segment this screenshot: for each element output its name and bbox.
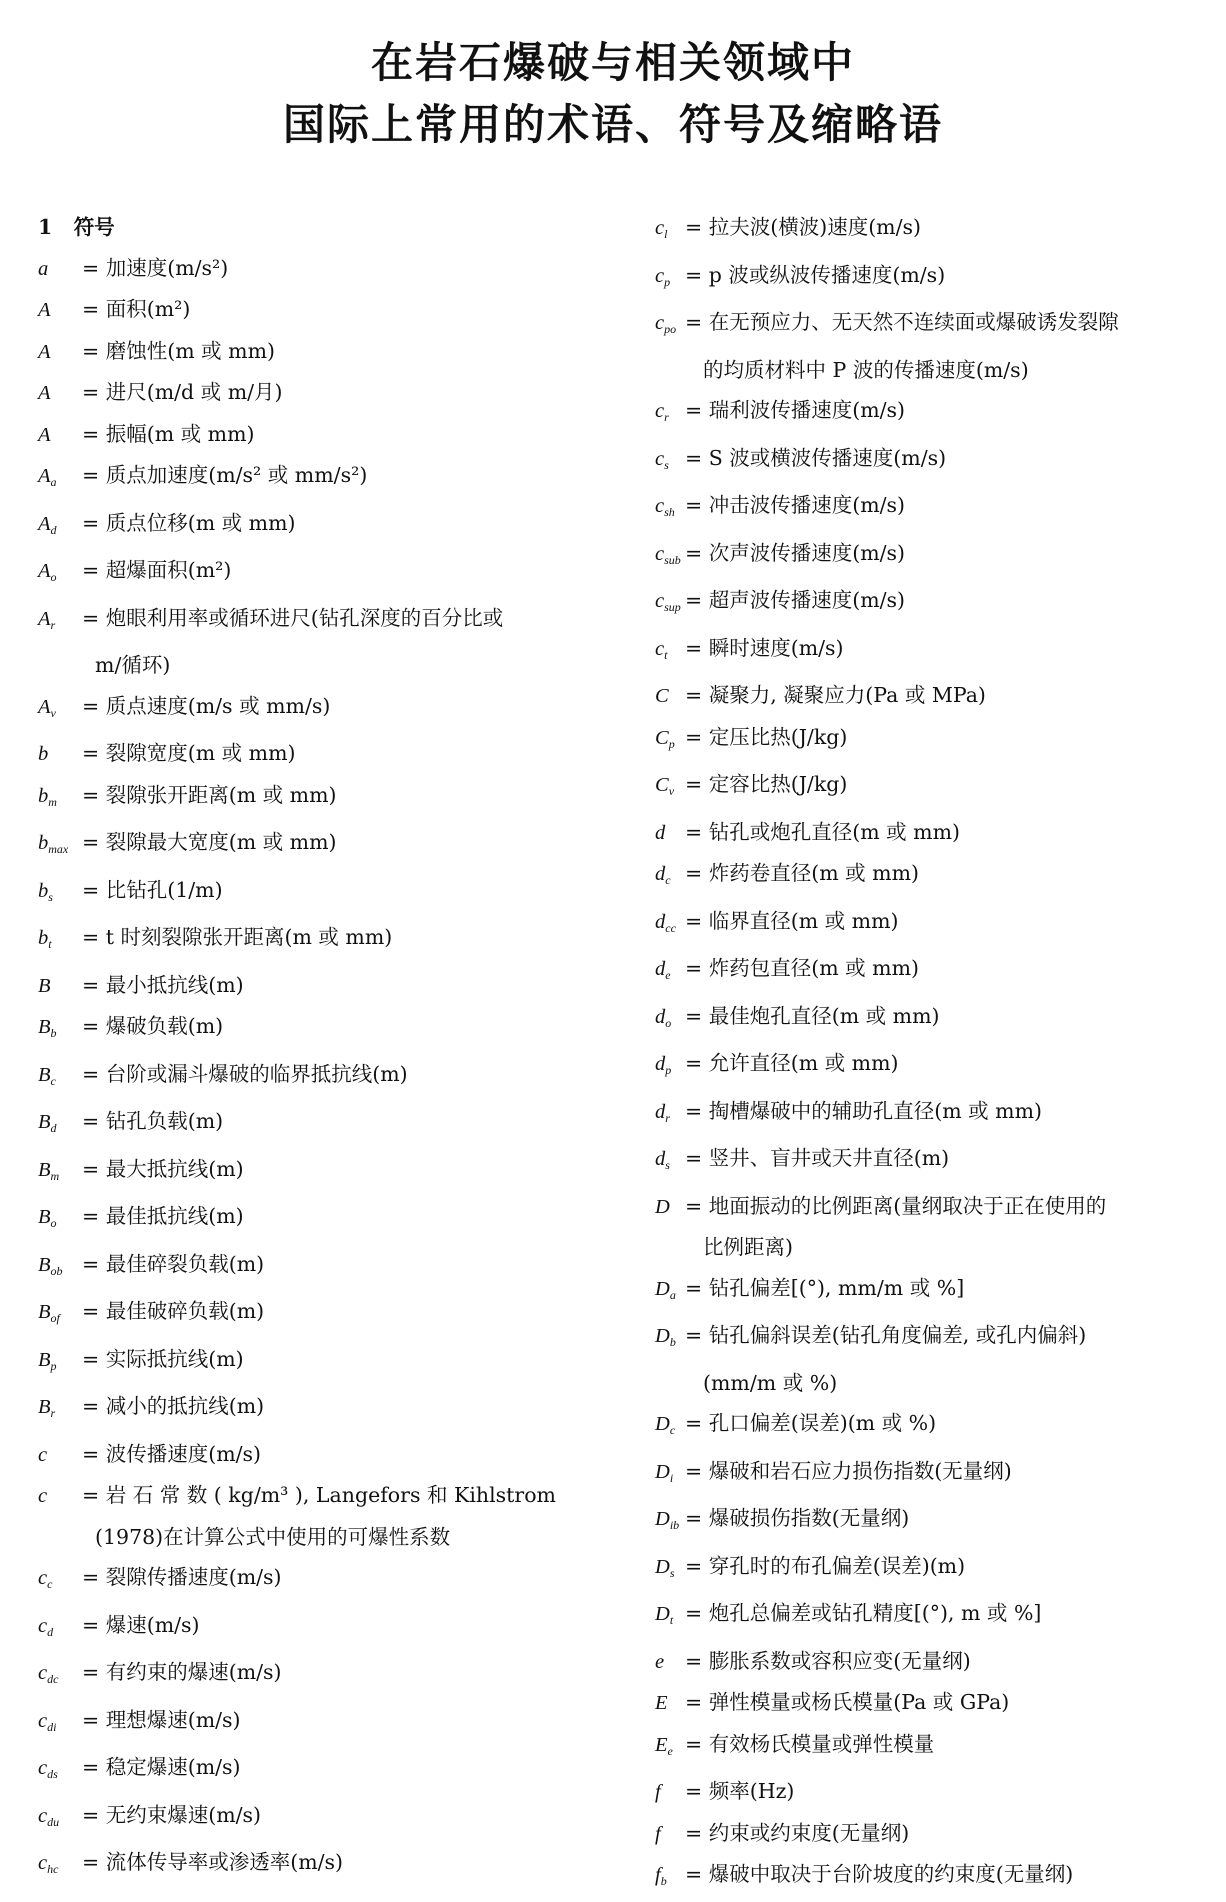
symbol: $B_c$ (38, 1063, 56, 1088)
symbol: $B_m$ (38, 1158, 60, 1183)
symbol: $B_b$ (38, 1016, 57, 1040)
symbol-entry (655, 1268, 1215, 1316)
symbol-definition: = 超声波传播速度(m/s) (685, 588, 906, 612)
symbol-subscript: dc (47, 1672, 59, 1686)
symbol-entry (38, 1101, 598, 1149)
symbol-subscript: p (50, 1358, 57, 1373)
symbol: $B_d$ (38, 1111, 57, 1135)
symbol-entry (655, 1724, 1215, 1772)
symbol-definition: = 炮孔总偏差或钻孔精度[(°), m 或 %] (685, 1601, 1042, 1625)
symbol-subscript: m (50, 1168, 60, 1183)
symbol-definition: = 拉夫波(横波)速度(m/s) (685, 215, 922, 239)
symbol: $c_{dc}$ (38, 1662, 59, 1686)
symbol-entry (655, 1546, 1215, 1594)
symbol: $c_l$ (655, 217, 668, 241)
symbol-entry (655, 1854, 1215, 1902)
symbol-definition: = 冲击波传播速度(m/s) (685, 493, 906, 517)
symbol-subscript: cc (665, 920, 676, 935)
symbol-subscript: o (665, 1015, 672, 1030)
symbol: $B_p$ (38, 1348, 57, 1373)
symbol: $c_p$ (655, 264, 671, 289)
symbol: $D_a$ (655, 1277, 676, 1302)
symbol: $c_{po}$ (655, 312, 677, 336)
symbol-definition: = 裂隙宽度(m 或 mm) (82, 741, 296, 765)
symbol: $A_v$ (38, 695, 56, 720)
symbol-subscript: sub (664, 552, 681, 567)
symbol-entry (38, 1747, 598, 1795)
symbol-definition: = 地面振动的比例距离(量纲取决于正在使用的 (685, 1193, 1107, 1218)
symbol-definition: = 弹性模量或杨氏模量(Pa 或 GPa) (685, 1690, 1010, 1714)
symbol-definition: = 比钻孔(1/m) (82, 877, 223, 902)
symbol-definition: = 爆破损伤指数(无量纲) (685, 1506, 910, 1530)
symbol: $c_d$ (38, 1614, 54, 1639)
symbol-entry (38, 965, 598, 1007)
symbol: $d_e$ (655, 958, 671, 982)
symbol-definition: = 实际抵抗线(m) (82, 1346, 244, 1371)
symbol: $D_{ib}$ (655, 1508, 680, 1532)
symbol-definition: = 有效杨氏模量或弹性模量 (685, 1731, 935, 1756)
symbol: D (655, 1195, 670, 1218)
symbol-entry (655, 1138, 1215, 1186)
symbol-subscript: p (665, 1063, 672, 1077)
symbol: $c_{sub}$ (655, 542, 681, 567)
symbol-definition: = 爆速(m/s) (82, 1612, 200, 1637)
symbol-entry (38, 414, 598, 456)
symbol: e (655, 1650, 665, 1673)
symbol-definition: = 钻孔偏斜误差(钻孔角度偏差, 或孔内偏斜) (685, 1323, 1087, 1347)
symbol: d (655, 821, 666, 844)
symbol-definition: = 磨蚀性(m 或 mm) (82, 338, 276, 363)
symbol-subscript: ob (50, 1263, 63, 1278)
symbol-entry (38, 1244, 598, 1292)
symbol-subscript: p (664, 274, 671, 289)
symbol-definition: = 稳定爆速(m/s) (82, 1755, 241, 1779)
symbol-definition: = 炸药包直径(m 或 mm) (685, 956, 920, 980)
symbol-entry (655, 390, 1215, 438)
symbol: $b_m$ (38, 784, 57, 809)
symbol-entry (38, 455, 598, 503)
symbol-definition: = 理想爆速(m/s) (82, 1707, 241, 1732)
symbol-entry (655, 207, 1215, 255)
symbol: B (38, 974, 51, 997)
symbol-definition: = 瑞利波传播速度(m/s) (685, 398, 906, 422)
symbol-entry (655, 812, 1215, 854)
symbol-entry (38, 1557, 598, 1605)
symbol-definition: = 炮眼利用率或循环进尺(钻孔深度的百分比或 (82, 605, 504, 630)
symbol-definition: = 临界直径(m 或 mm) (685, 908, 899, 933)
symbol-subscript: di (47, 1719, 57, 1734)
symbol-definition: = 最佳抵抗线(m) (82, 1204, 244, 1228)
symbol-subscript: ds (47, 1767, 58, 1781)
symbol-subscript: v (50, 705, 56, 720)
symbol-definition: = S 波或横波传播速度(m/s) (685, 445, 947, 470)
symbol-subscript: b (50, 1026, 57, 1040)
symbol-entry (655, 1813, 1215, 1855)
symbol: $D_s$ (655, 1555, 675, 1580)
symbol-entry (655, 1043, 1215, 1091)
symbol: $D_c$ (655, 1413, 676, 1437)
symbol-subscript: t (48, 937, 52, 951)
symbol-entry (38, 598, 598, 686)
symbol-entry (655, 1682, 1215, 1724)
symbol: A (38, 382, 51, 404)
symbol-definition: = 振幅(m 或 mm) (82, 421, 255, 446)
symbol-entry (655, 996, 1215, 1044)
symbol-subscript: o (50, 1216, 57, 1230)
symbol-subscript: of (50, 1311, 60, 1325)
symbol-entry (655, 580, 1215, 628)
symbol-definition: = 炸药卷直径(m 或 mm) (685, 861, 920, 885)
symbol-definition: = 爆破中取决于台阶坡度的约束度(无量纲) (685, 1862, 1074, 1886)
symbol-definition: = 次声波传播速度(m/s) (685, 540, 906, 565)
symbol-subscript: s (665, 1158, 670, 1172)
symbol: $d_c$ (655, 863, 671, 887)
symbol-entry (38, 775, 598, 823)
symbol-subscript: t (669, 1613, 674, 1627)
symbol-entry (38, 1196, 598, 1244)
symbol-definition: = 竖井、盲井或天井直径(m) (685, 1146, 950, 1170)
symbol-subscript: i (669, 1470, 674, 1485)
symbol-definition: = 最佳碎裂负载(m) (82, 1251, 265, 1276)
symbol-definition: = 钻孔偏差[(°), mm/m 或 %] (685, 1275, 965, 1300)
symbol-subscript: hc (47, 1862, 59, 1876)
symbol-entry (655, 485, 1215, 533)
symbol: $C_v$ (655, 774, 675, 798)
symbol-entry (655, 1403, 1215, 1451)
symbol-entry (655, 1315, 1215, 1403)
symbol: $d_o$ (655, 1005, 672, 1030)
symbol: $c_{sup}$ (655, 590, 681, 614)
symbol-definition: = p 波或纵波传播速度(m/s) (685, 262, 946, 287)
symbol-subscript: max (48, 842, 69, 856)
symbol-definition: = 裂隙最大宽度(m 或 mm) (82, 830, 337, 854)
symbol: $c_{sh}$ (655, 495, 675, 519)
symbol-subscript: b (660, 1874, 667, 1888)
symbol-subscript: du (47, 1814, 60, 1829)
symbol-entry (655, 1498, 1215, 1546)
symbol-entry (38, 1386, 598, 1434)
symbol-definition: = 最佳炮孔直径(m 或 mm) (685, 1003, 940, 1028)
definition-continuation: m/循环) (95, 653, 171, 677)
right-column (655, 207, 1215, 1902)
symbol-entry (655, 1186, 1215, 1268)
symbol: $c_{di}$ (38, 1709, 57, 1734)
symbol-subscript: t (664, 647, 668, 662)
symbol-subscript: m (48, 794, 57, 809)
symbol: $c_s$ (655, 447, 669, 472)
symbol-subscript: l (664, 227, 668, 241)
symbol: $D_t$ (655, 1603, 674, 1627)
symbol-definition: = 允许直径(m 或 mm) (685, 1051, 899, 1075)
symbol-definition: = 进尺(m/d 或 m/月) (82, 380, 283, 404)
symbol-entry (38, 503, 598, 551)
symbol-subscript: e (665, 968, 671, 982)
symbol: $d_s$ (655, 1148, 670, 1172)
symbol: $A_o$ (38, 560, 57, 584)
symbol-definition: = 最佳破碎负载(m) (82, 1299, 265, 1323)
symbol-subscript: c (665, 873, 671, 887)
symbol-entry (38, 1434, 598, 1476)
symbol-definition: = 流体传导率或渗透率(m/s) (82, 1850, 344, 1874)
symbol-entry (38, 870, 598, 918)
symbol: c (38, 1443, 48, 1466)
symbol: $f_b$ (655, 1864, 667, 1888)
symbol-definition: = 加速度(m/s²) (82, 255, 229, 280)
symbol-subscript: r (665, 1110, 670, 1125)
section-number: 1 (38, 215, 53, 239)
symbol-definition: = 裂隙张开距离(m 或 mm) (82, 782, 337, 807)
symbol: $A_a$ (38, 465, 57, 489)
symbol: $b_t$ (38, 927, 52, 951)
symbol: $c_{hc}$ (38, 1852, 59, 1876)
symbol-definition: = 穿孔时的布孔偏差(误差)(m) (685, 1553, 966, 1578)
symbol-entry (38, 1149, 598, 1197)
symbol-entry (38, 550, 598, 598)
symbol-subscript: c (47, 1577, 53, 1591)
symbol-entry (655, 1641, 1215, 1683)
symbol-subscript: b (669, 1335, 676, 1349)
symbol: $B_r$ (38, 1396, 56, 1420)
symbol-definition: = 岩 石 常 数 ( kg/m³ ), Langefors 和 Kihlstrom (82, 1483, 556, 1507)
symbol-definition: = 频率(Hz) (685, 1779, 795, 1803)
definition-continuation: (mm/m 或 %) (703, 1370, 838, 1395)
symbol-definition: = 超爆面积(m²) (82, 558, 232, 582)
symbol-subscript: p (668, 736, 675, 751)
symbol: $c_r$ (655, 400, 669, 424)
symbol-list-right (655, 207, 1215, 1902)
symbol-entry (655, 1593, 1215, 1641)
page-title-line-1: 在岩石爆破与相关领域中 (370, 38, 855, 87)
symbol-definition: = 质点位移(m 或 mm) (82, 510, 296, 535)
symbol: $c_{ds}$ (38, 1757, 58, 1781)
definition-continuation: 比例距离) (703, 1235, 793, 1259)
symbol-subscript: o (50, 570, 57, 584)
symbol-subscript: e (667, 1743, 673, 1758)
symbol-definition: = 爆破和岩石应力损伤指数(无量纲) (685, 1458, 1012, 1483)
symbol-subscript: ib (669, 1518, 680, 1532)
symbol-definition: = 膨胀系数或容积应变(无量纲) (685, 1648, 971, 1673)
symbol: $c_c$ (38, 1567, 53, 1591)
left-column (38, 207, 598, 1890)
symbol: $b_s$ (38, 879, 53, 904)
symbol-subscript: c (50, 1073, 56, 1088)
symbol-subscript: s (669, 1565, 675, 1580)
symbol-definition: = 裂隙传播速度(m/s) (82, 1565, 282, 1589)
symbol-subscript: d (50, 522, 57, 537)
symbol-list-left (38, 248, 598, 1890)
symbol-subscript: a (669, 1287, 676, 1302)
symbol-definition: = 波传播速度(m/s) (82, 1441, 262, 1466)
symbol-definition: = t 时刻裂隙张开距离(m 或 mm) (82, 925, 393, 949)
symbol-subscript: d (47, 1624, 54, 1639)
definition-continuation: (1978)在计算公式中使用的可爆性系数 (95, 1524, 451, 1549)
symbol-entry (655, 948, 1215, 996)
symbol: C (655, 685, 669, 707)
symbol-definition: = 爆破负载(m) (82, 1014, 224, 1038)
symbol-subscript: r (50, 617, 56, 632)
symbol-definition: = 定压比热(J/kg) (685, 724, 848, 749)
symbol: $c_{du}$ (38, 1804, 60, 1829)
symbol-entry (655, 1451, 1215, 1499)
symbol: $B_{ob}$ (38, 1253, 63, 1278)
symbol-entry (655, 901, 1215, 949)
symbol-entry (38, 331, 598, 373)
symbol: $c_t$ (655, 637, 668, 662)
symbol: $A_r$ (38, 607, 56, 632)
symbol-entry (655, 302, 1215, 390)
symbol-subscript: s (48, 889, 53, 904)
symbol-entry (655, 255, 1215, 303)
page-title-line-2: 国际上常用的术语、符号及缩略语 (282, 100, 943, 149)
symbol-entry (38, 733, 598, 775)
symbol: A (38, 299, 51, 321)
definition-continuation: 的均质材料中 P 波的传播速度(m/s) (703, 357, 1029, 382)
symbol-entry (38, 248, 598, 290)
symbol: $B_{of}$ (38, 1301, 60, 1325)
symbol-entry (38, 1475, 598, 1557)
symbol-entry (38, 1605, 598, 1653)
symbol-entry (655, 438, 1215, 486)
symbol: $B_o$ (38, 1206, 57, 1230)
symbol-entry (38, 1291, 598, 1339)
symbol-definition: = 在无预应力、无天然不连续面或爆破诱发裂隙 (685, 310, 1119, 334)
symbol-subscript: sup (664, 600, 681, 614)
symbol-entry (655, 853, 1215, 901)
symbol-entry (38, 1652, 598, 1700)
symbol-definition: = 钻孔负载(m) (82, 1109, 224, 1133)
symbol-definition: = 约束或约束度(无量纲) (685, 1820, 910, 1845)
symbol-subscript: sh (664, 505, 675, 519)
symbol: $d_r$ (655, 1100, 670, 1125)
symbol-definition: = 孔口偏差(误差)(m 或 %) (685, 1411, 937, 1435)
symbol-entry (655, 628, 1215, 676)
symbol-definition: = 有约束的爆速(m/s) (82, 1660, 282, 1684)
symbol: b (38, 743, 49, 765)
symbol-entry (655, 1091, 1215, 1139)
symbol: f (655, 1781, 661, 1803)
symbol-definition: = 无约束爆速(m/s) (82, 1802, 262, 1827)
symbol-definition: = 面积(m²) (82, 297, 191, 321)
symbol-entry (38, 1006, 598, 1054)
symbol: $d_{cc}$ (655, 910, 676, 935)
symbol-entry (655, 1771, 1215, 1813)
symbol-entry (38, 822, 598, 870)
symbol-definition: = 钻孔或炮孔直径(m 或 mm) (685, 819, 961, 844)
symbol-definition: = 最小抵抗线(m) (82, 972, 244, 997)
symbol-definition: = 最大抵抗线(m) (82, 1156, 244, 1181)
symbol: E (655, 1692, 668, 1714)
symbol: A (38, 423, 51, 446)
symbol-definition: = 凝聚力, 凝聚应力(Pa 或 MPa) (685, 683, 986, 707)
symbol-entry (38, 289, 598, 331)
symbol-definition: = 定容比热(J/kg) (685, 772, 848, 796)
symbol-entry (655, 764, 1215, 812)
section-title: 符号 (73, 215, 115, 239)
symbol: $E_e$ (655, 1733, 673, 1758)
symbol-subscript: po (664, 322, 677, 336)
symbol-definition: = 台阶或漏斗爆破的临界抵抗线(m) (82, 1061, 408, 1086)
symbol: $d_p$ (655, 1053, 672, 1077)
symbol-definition: = 掏槽爆破中的辅助孔直径(m 或 mm) (685, 1098, 1043, 1123)
symbol-entry (38, 372, 598, 414)
symbol: $b_{max}$ (38, 832, 69, 856)
symbol: $D_i$ (655, 1460, 674, 1485)
symbol-subscript: v (668, 784, 675, 798)
symbol-subscript: s (664, 457, 669, 472)
symbol-entry (655, 717, 1215, 765)
symbol-subscript: a (50, 475, 57, 489)
symbol-entry (38, 917, 598, 965)
symbol-entry (38, 1054, 598, 1102)
symbol: A (38, 340, 51, 363)
symbol: $D_b$ (655, 1325, 676, 1349)
symbol-entry (38, 1795, 598, 1843)
symbol-entry (655, 533, 1215, 581)
symbol-subscript: c (669, 1423, 676, 1437)
symbol-entry (38, 1700, 598, 1748)
symbol-entry (38, 686, 598, 734)
symbol-subscript: d (50, 1121, 57, 1135)
symbol-definition: = 减小的抵抗线(m) (82, 1394, 265, 1418)
section-heading (38, 207, 598, 248)
symbol-definition: = 瞬时速度(m/s) (685, 635, 844, 660)
symbol: c (38, 1485, 48, 1507)
symbol-definition: = 质点加速度(m/s² 或 mm/s²) (82, 463, 368, 487)
symbol-subscript: r (664, 410, 669, 424)
symbol: a (38, 257, 49, 280)
symbol: $C_p$ (655, 726, 675, 751)
symbol-entry (38, 1339, 598, 1387)
symbol: f (655, 1822, 661, 1845)
symbol-entry (655, 675, 1215, 717)
symbol-definition: = 质点速度(m/s 或 mm/s) (82, 693, 331, 718)
symbol-entry (38, 1842, 598, 1890)
symbol: $A_d$ (38, 512, 57, 537)
symbol-subscript: r (50, 1406, 56, 1420)
